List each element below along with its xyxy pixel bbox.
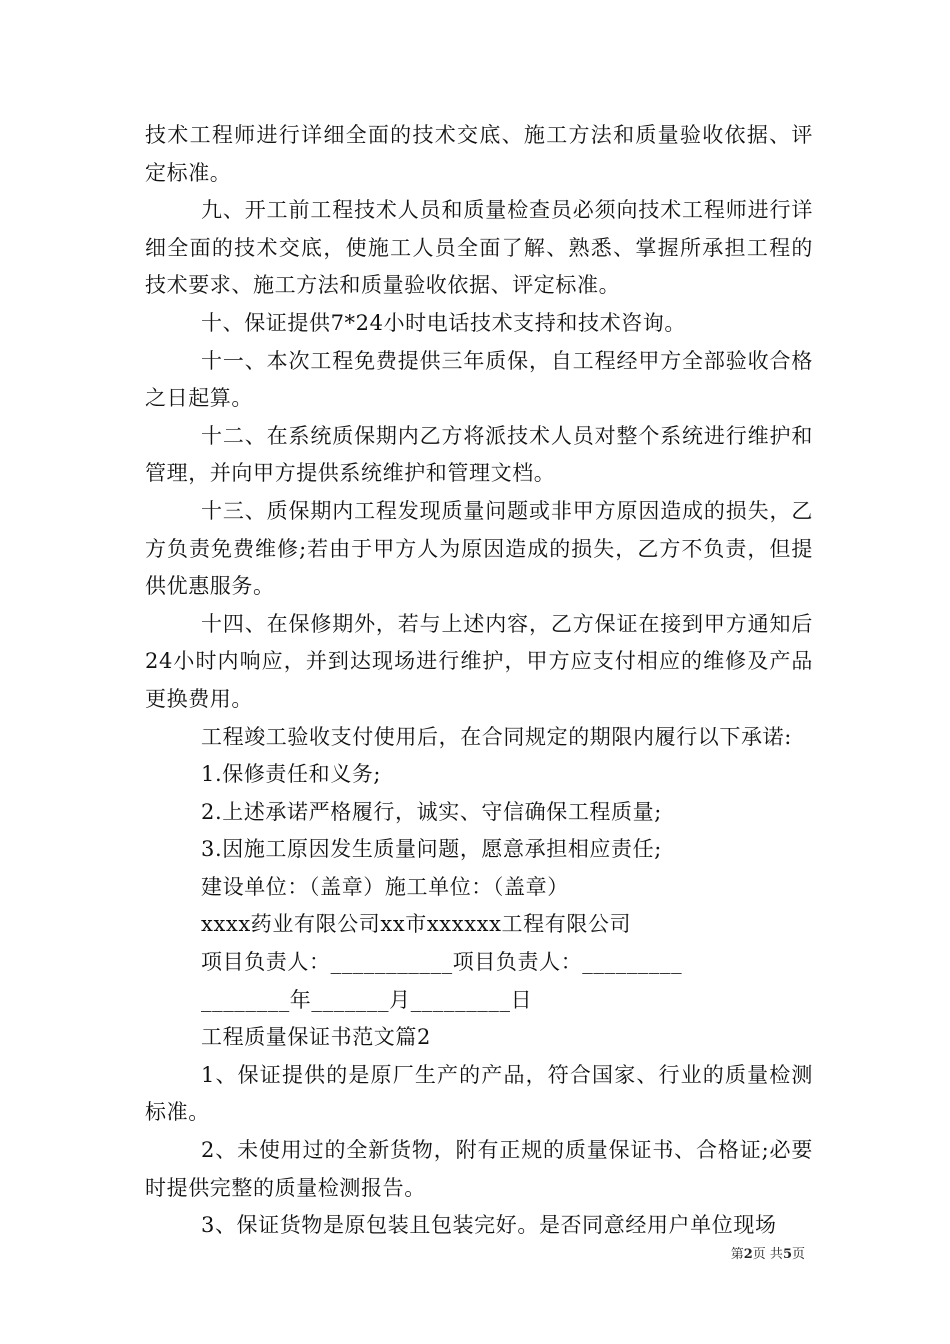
paragraph-commitment-intro: 工程竣工验收支付使用后，在合同规定的期限内履行以下承诺: (201, 724, 792, 749)
paragraph-guarantee-3: 3、保证货物是原包装且包装完好。是否同意经用户单位现场 (201, 1213, 777, 1238)
page-number-footer (731, 1246, 805, 1264)
list-item-1: 1.保修责任和义务; (201, 762, 382, 787)
paragraph-clause-14: 十四、在保修期外，若与上述内容，乙方保证在接到甲方通知后24小时内响应，并到达现场进行维护，甲方应支付相应的维修及产品更换费用。 (145, 611, 813, 711)
section-heading: 工程质量保证书范文篇2 (201, 1025, 431, 1050)
project-leader-line: 项目负责人：___________项目负责人：_________ (201, 950, 683, 975)
paragraph-clause-13: 十三、质保期内工程发现质量问题或非甲方原因造成的损失，乙方负责免费维修;若由于甲方人为原因造成的损失，乙方不负责，但提供优惠服务。 (145, 498, 813, 599)
footer-prefix: 第 (730, 1247, 744, 1262)
footer-middle: 页 共 (752, 1247, 783, 1262)
signature-units-line: 建设单位：（盖章）施工单位：（盖章） (201, 874, 569, 899)
company-names-line: xxxx药业有限公司xx市xxxxxx工程有限公司 (201, 912, 632, 937)
paragraph-guarantee-1: 1、保证提供的是原厂生产的产品，符合国家、行业的质量检测标准。 (145, 1062, 813, 1125)
paragraph-clause-9: 九、开工前工程技术人员和质量检查员必须向技术工程师进行详细全面的技术交底，使施工人员全面了解、熟悉、掌握所承担工程的技术要求、施工方法和质量验收依据、评定标准。 (145, 198, 813, 298)
footer-current-page: 2 (743, 1247, 753, 1262)
footer-suffix: 页 (791, 1247, 805, 1262)
footer-total-pages: 5 (782, 1247, 792, 1262)
list-item-2: 2.上述承诺严格履行，诚实、守信确保工程质量; (201, 799, 662, 824)
list-item-3: 3.因施工原因发生质量问题，愿意承担相应责任; (201, 837, 662, 862)
paragraph-guarantee-2: 2、未使用过的全新货物，附有正规的质量保证书、合格证;必要时提供完整的质量检测报告。 (145, 1138, 813, 1200)
paragraph-clause-12: 十二、在系统质保期内乙方将派技术人员对整个系统进行维护和管理，并向甲方提供系统维护和管理文档。 (145, 423, 813, 486)
paragraph-clause-11: 十一、本次工程免费提供三年质保，自工程经甲方全部验收合格之日起算。 (145, 348, 813, 411)
paragraph-clause-10: 十、保证提供7*24小时电话技术支持和技术咨询。 (201, 310, 686, 335)
paragraph-continuation: 技术工程师进行详细全面的技术交底、施工方法和质量验收依据、评定标准。 (145, 123, 813, 185)
document-body (145, 117, 813, 1245)
date-line: ________年_______月_________日 (201, 987, 533, 1012)
